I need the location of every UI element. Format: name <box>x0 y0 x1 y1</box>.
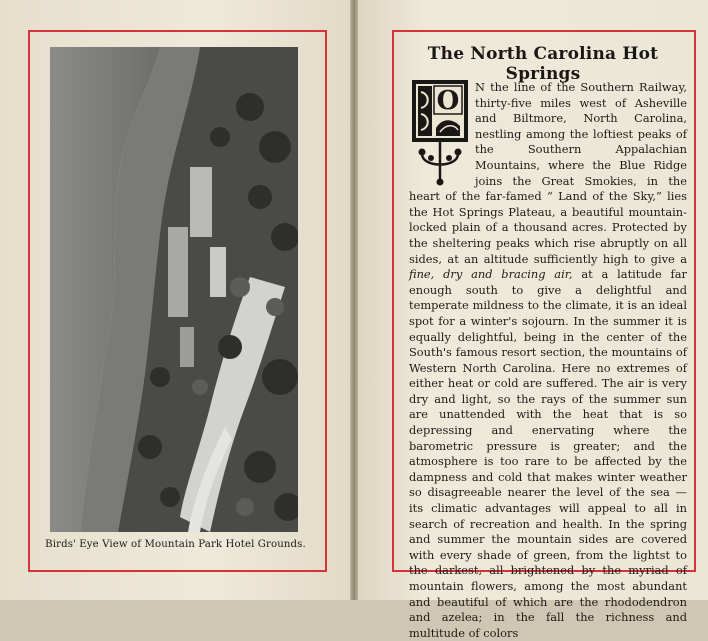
body-text-part-1: N the line of the Southern Railway, thirty-five miles west of Asheville and Biltmore, North Carolina, nestling among the loftiest peaks of the Southern Appalachian Mountains, where the Blue Ridge joins the Great Smokies, in the heart of the far-famed “ Land of the Sky,” lies the Hot Springs Plateau, a beautiful mountain-locked plain of a thousand acres. Protected by the sheltering peaks which rise abruptly on all sides, at an altitude sufficiently high to give a <box>409 80 687 266</box>
page-title: The North Carolina Hot Springs <box>427 44 659 84</box>
hotel-grounds-photo <box>50 47 298 532</box>
drop-cap-space <box>409 80 475 187</box>
photo-caption: Birds' Eye View of Mountain Park Hotel Grounds. <box>45 539 306 550</box>
book-gutter <box>350 0 358 600</box>
body-text-emphasis: fine, dry and bracing air, <box>409 267 573 282</box>
drop-cap-letter: O <box>436 86 460 116</box>
body-text <box>409 80 687 640</box>
body-text-part-2: at a latitude far enough south to give a delightful and temperate mildness to the climate, it is an ideal spot for a winter's sojourn. In the summer it is equally delightful, being in the center of the South's famous resort section, the mountains of Western North Carolina. Here no extremes of either heat or cold are suffered. The air is very dry and light, so the rays of the summer sun are unattended with the heat that is so depressing and enervating where the barometric pressure is greater; and the atmosphere is too rare to be affected by the dampness and cold that makes winter weather so disagreeable nearer the level of the sea — its climatic advantages will appeal to all in search of recreation and health. In the spring and summer the mountain sides are covered with every shade of green, from the lightst to the darkest, all brightened by the myriad of mountain flowers, among the most abundant and beautiful of which are the rhododendron and azelea; in the fall the richness and multitude of colors <box>409 267 687 640</box>
